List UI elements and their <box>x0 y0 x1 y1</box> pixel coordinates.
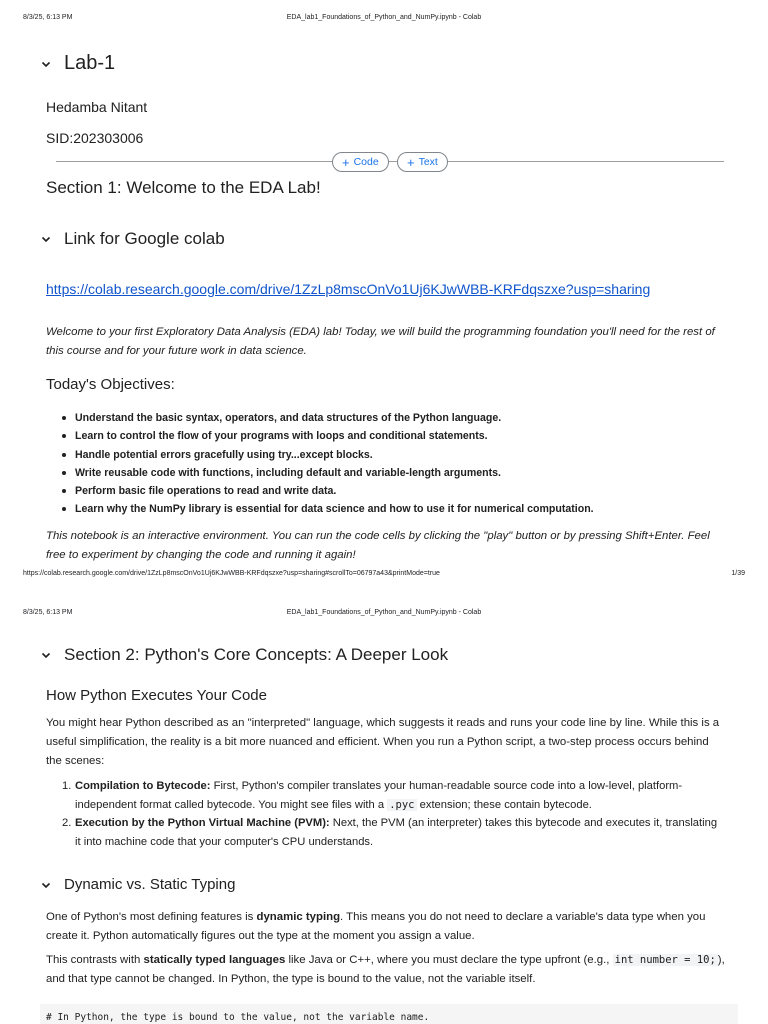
section2-heading-row <box>40 645 448 665</box>
text-span: This contrasts with <box>46 954 144 966</box>
bold-term: statically typed languages <box>143 954 286 966</box>
how-heading: How Python Executes Your Code <box>46 687 267 704</box>
lab-title-row <box>40 52 115 75</box>
step-text: extension; these contain bytecode. <box>416 798 592 811</box>
step-title: Compilation to Bytecode: <box>75 780 211 792</box>
list-item: Handle potential errors gracefully using try...except blocks. <box>62 446 742 464</box>
welcome-paragraph <box>46 323 736 361</box>
how-line-2: useful simplification, the reality is a bit more nuanced and efficient. When you run a Python script, a two-step process occurs behind <box>46 736 709 748</box>
student-id: SID:202303006 <box>46 130 144 146</box>
typing-paragraph-2 <box>46 951 736 989</box>
print-date: 8/3/25, 6:13 PM <box>23 609 73 616</box>
step-text: First, Python's compiler translates your human-readable source code into a low-level, platform- <box>210 780 683 792</box>
code-comment: # In Python, the type is bound to the value, not the variable name. <box>46 1012 430 1023</box>
print-date: 8/3/25, 6:13 PM <box>23 14 73 21</box>
step-text: independent format called bytecode. You might see files with a <box>75 798 388 811</box>
colab-link[interactable]: https://colab.research.google.com/drive/1ZzLp8mscOnVo1Uj6KJwWBB-KRFdqszxe?usp=sharing <box>46 281 651 297</box>
text-span: One of Python's most defining features is <box>46 911 257 923</box>
chevron-down-icon[interactable] <box>40 233 52 245</box>
list-item: Understand the basic syntax, operators, and data structures of the Python language. <box>62 409 742 427</box>
how-line-1: You might hear Python described as an "interpreted" language, which suggests it reads and runs your code line by line. While this is a <box>46 717 720 729</box>
plus-icon: + <box>342 154 350 170</box>
bold-term: dynamic typing <box>256 911 341 923</box>
list-item: Learn why the NumPy library is essential for data science and how to use it for numerical computation. <box>62 500 742 518</box>
step-text: Next, the PVM (an interpreter) takes this bytecode and executes it, translating <box>329 817 718 830</box>
colab-heading: Link for Google colab <box>64 229 225 248</box>
add-code-label: Code <box>353 156 379 168</box>
step-number: 1. <box>62 780 72 792</box>
list-item: Learn to control the flow of your programs with loops and conditional statements. <box>62 427 742 445</box>
step-number: 2. <box>62 817 72 830</box>
typing-heading-row <box>40 876 235 893</box>
colab-heading-row <box>40 229 225 249</box>
how-paragraph <box>46 714 736 771</box>
chevron-down-icon[interactable] <box>40 58 52 70</box>
welcome-line-1: Welcome to your first Exploratory Data Analysis (EDA) lab! Today, we will build the programming foundation you'll need for the rest of <box>46 326 715 338</box>
lab-title: Lab-1 <box>64 52 116 74</box>
list-item <box>62 814 742 851</box>
objectives-heading: Today's Objectives: <box>46 376 175 393</box>
typing-paragraph-1 <box>46 908 736 946</box>
chevron-down-icon[interactable] <box>40 649 52 661</box>
text-span: ), <box>717 954 725 966</box>
add-text-button[interactable] <box>397 152 448 172</box>
page-number: 1/39 <box>731 570 745 577</box>
step-title: Execution by the Python Virtual Machine (PVM): <box>75 817 330 830</box>
step-text: it into machine code that your computer's CPU understands. <box>75 835 374 848</box>
section2-heading: Section 2: Python's Core Concepts: A Deeper Look <box>64 645 449 664</box>
chevron-down-icon[interactable] <box>40 879 52 891</box>
print-doc-title: EDA_lab1_Foundations_of_Python_and_NumPy.ipynb - Colab <box>286 14 482 21</box>
how-line-3: the scenes: <box>46 755 105 767</box>
inline-code: int number = 10; <box>614 954 716 966</box>
steps-list <box>62 777 742 851</box>
welcome-line-2: this course and for your future work in data science. <box>46 345 307 357</box>
notebook-line-1: This notebook is an interactive environment. You can run the code cells by clicking the "play" button or by pressing Shift+Enter. Feel <box>46 530 710 542</box>
typing-heading: Dynamic vs. Static Typing <box>64 876 236 893</box>
text-line: create it. Python automatically figures out the type at the moment you assign a value. <box>46 930 475 942</box>
print-doc-title: EDA_lab1_Foundations_of_Python_and_NumPy.ipynb - Colab <box>286 609 482 616</box>
list-item: Write reusable code with functions, including default and variable-length arguments. <box>62 464 742 482</box>
cell-divider <box>56 161 724 162</box>
section1-heading: Section 1: Welcome to the EDA Lab! <box>46 178 321 197</box>
text-line: and that type cannot be changed. In Python, the type is bound to the value, not the variable itself. <box>46 973 536 985</box>
notebook-paragraph <box>46 527 736 565</box>
text-span: . This means you do not need to declare a variable's data type when you <box>340 911 706 923</box>
text-span: like Java or C++, where you must declare the type upfront (e.g., <box>285 954 613 966</box>
inline-code: .pyc <box>389 798 415 811</box>
code-cell[interactable] <box>40 1004 738 1024</box>
add-code-button[interactable] <box>332 152 389 172</box>
list-item <box>62 777 742 814</box>
print-url: https://colab.research.google.com/drive/1ZzLp8mscOnVo1Uj6KJwWBB-KRFdqszxe?usp=sharing#scrollTo=06797a43&printMode=true <box>23 570 440 577</box>
list-item: Perform basic file operations to read and write data. <box>62 482 742 500</box>
objectives-list <box>62 409 742 519</box>
plus-icon: + <box>407 154 415 170</box>
author-name: Hedamba Nitant <box>46 99 148 115</box>
add-text-label: Text <box>418 156 438 168</box>
notebook-line-2: free to experiment by changing the code and running it again! <box>46 549 356 561</box>
